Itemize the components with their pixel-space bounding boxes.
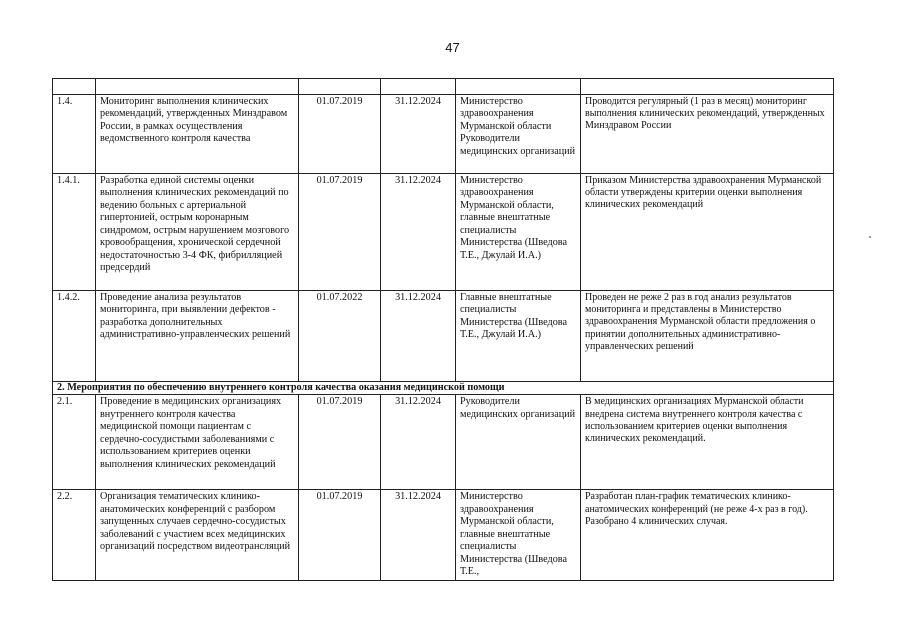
start-date-cell: 01.07.2019 xyxy=(299,490,381,580)
start-date-cell: 01.07.2019 xyxy=(299,395,381,490)
table-row xyxy=(53,395,834,490)
result-cell: Приказом Министерства здравоохранения Мурманской области утверждены критерии оценки выполнения клинических рекомендаций xyxy=(581,174,834,291)
row-number: 1.4. xyxy=(53,95,96,174)
table-row xyxy=(53,174,834,291)
activity-table xyxy=(52,78,834,581)
row-number: 1.4.1. xyxy=(53,174,96,291)
result-cell: Разработан план-график тематических клинико-анатомических конференций (не реже 4-х раз в год). Разобрано 4 клинических случая. xyxy=(581,490,834,580)
activity-cell: Проведение анализа результатов мониторинга, при выявлении дефектов - разработка дополнительных административно-управленческих решений xyxy=(96,291,299,382)
end-date-cell: 31.12.2024 xyxy=(381,395,456,490)
table-row xyxy=(53,79,834,95)
table-row xyxy=(53,291,834,382)
scan-speck xyxy=(869,236,871,238)
row-number: 2.2. xyxy=(53,490,96,580)
activity-cell: Проведение в медицинских организациях внутреннего контроля качества медицинской помощи пациентам с сердечно-сосудистыми заболеваниями с использованием критериев оценки выполнения клинических рекомендаций xyxy=(96,395,299,490)
table-row xyxy=(53,95,834,174)
responsible-cell: Главные внештатные специалисты Министерства (Шведова Т.Е., Джулай И.А.) xyxy=(456,291,581,382)
page-number: 47 xyxy=(445,40,460,55)
end-date-cell: 31.12.2024 xyxy=(381,95,456,174)
start-date-cell: 01.07.2019 xyxy=(299,95,381,174)
start-date-cell: 01.07.2022 xyxy=(299,291,381,382)
activity-cell: Мониторинг выполнения клинических рекомендаций, утвержденных Минздравом России, в рамках осуществления ведомственного контроля качества xyxy=(96,95,299,174)
activity-cell: Организация тематических клинико-анатомических конференций с разбором запущенных случаев сердечно-сосудистых заболеваний с участием всех медицинских организаций посредством видеотрансляций xyxy=(96,490,299,580)
result-cell: Проводится регулярный (1 раз в месяц) мониторинг выполнения клинических рекомендаций, утвержденных Минздравом России xyxy=(581,95,834,174)
row-number: 1.4.2. xyxy=(53,291,96,382)
section-header-row xyxy=(53,382,834,395)
end-date-cell: 31.12.2024 xyxy=(381,174,456,291)
responsible-cell: Министерство здравоохранения Мурманской области Руководители медицинских организаций xyxy=(456,95,581,174)
activity-cell: Разработка единой системы оценки выполнения клинических рекомендаций по ведению больных с артериальной гипертонией, острым коронарным синдромом, острым нарушением мозгового кровообращения, хронической сердечной недостаточностью 3-4 ФК, фибрилляцией предсердий xyxy=(96,174,299,291)
responsible-cell: Руководители медицинских организаций xyxy=(456,395,581,490)
end-date-cell: 31.12.2024 xyxy=(381,490,456,580)
responsible-cell: Министерство здравоохранения Мурманской области, главные внештатные специалисты Министерства (Шведова Т.Е., Джулай И.А.) xyxy=(456,174,581,291)
table-row xyxy=(53,490,834,580)
section-title: 2. Мероприятия по обеспечению внутреннего контроля качества оказания медицинской помощи xyxy=(53,382,834,395)
responsible-cell: Министерство здравоохранения Мурманской области, главные внештатные специалисты Министерства (Шведова Т.Е., xyxy=(456,490,581,580)
result-cell: В медицинских организациях Мурманской области внедрена система внутреннего контроля качества с использованием критериев оценки выполнения клинических рекомендаций. xyxy=(581,395,834,490)
result-cell: Проведен не реже 2 раз в год анализ результатов мониторинга и представлены в Министерство здравоохранения Мурманской области предложения о принятии дополнительных административно-управленческих решений xyxy=(581,291,834,382)
end-date-cell: 31.12.2024 xyxy=(381,291,456,382)
start-date-cell: 01.07.2019 xyxy=(299,174,381,291)
row-number: 2.1. xyxy=(53,395,96,490)
